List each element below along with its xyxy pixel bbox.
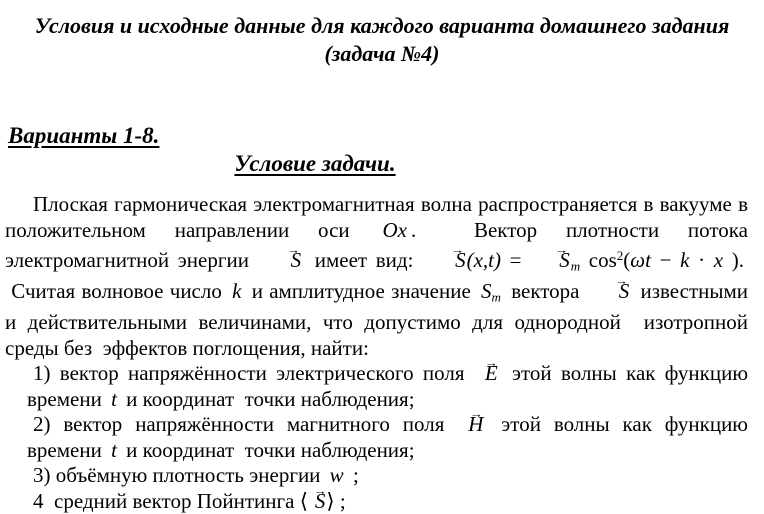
title-line-2: (задача №4) (324, 41, 440, 66)
task-item-2: 2) вектор напряжённости магнитного поля H → этой волны как функцию времени t и координат точки наблюдения; (5, 412, 748, 463)
task-item-1: 1) вектор напряжённости электрического поля E → этой волны как функцию времени t и координат точки наблюдения; (5, 361, 748, 412)
variants-heading: Варианты 1-8. (8, 123, 160, 148)
condition-heading-row (0, 150, 764, 178)
problem-text (5, 192, 748, 514)
task-item-4: 4 средний вектор Пойнтинга ⟨ S →⟩ ; (5, 489, 748, 514)
document-title (0, 12, 764, 68)
condition-heading: Условие задачи. (234, 151, 396, 176)
title-line-1: Условия и исходные данные для каждого варианта домашнего задания (34, 13, 730, 38)
task-item-3: 3) объёмную плотность энергии w ; (33, 463, 359, 488)
problem-statement-paragraph: Плоская гармоническая электромагнитная волна распространяется в вакууме в положительном направлении оси Ox . Вектор плотности потока электромагнитной энергии S → имеет вид: $S \to(x,t) = S \to_m$ $\cos^2(\omega t - k \cdot x$ ). Считая волновое число k и амплитудное значение $S_m$ вектора S → известными и действительными величинами, что допустимо для однородной изотропной среды без эффектов поглощения, найти: (5, 192, 748, 361)
